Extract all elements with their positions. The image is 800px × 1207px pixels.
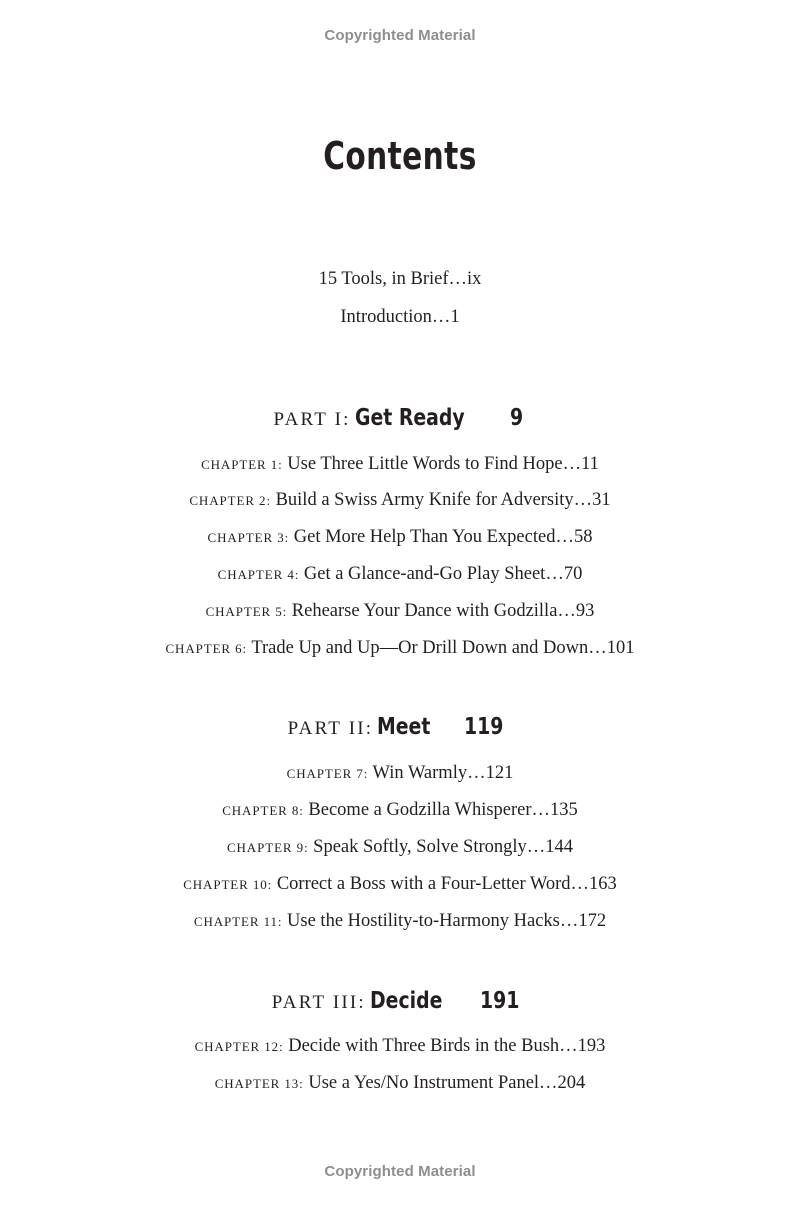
chapter-label: CHAPTER 8: <box>222 803 304 818</box>
part-label: PART II: <box>287 718 374 739</box>
page-title: Contents <box>323 134 477 178</box>
chapter-label: CHAPTER 7: <box>286 766 369 781</box>
watermark-bottom: Copyrighted Material <box>324 1163 476 1180</box>
chapter-title: Get a Glance-and-Go Play Sheet…70 <box>303 564 583 584</box>
part-page-number: 9 <box>510 405 524 431</box>
part-heading <box>0 986 800 1019</box>
toc-chapter-entry <box>0 453 800 476</box>
chapter-label: CHAPTER 9: <box>226 840 309 855</box>
part-heading <box>0 712 800 745</box>
chapter-label: CHAPTER 10: <box>183 877 273 892</box>
chapter-title: Decide with Three Birds in the Bush…193 <box>288 1036 606 1056</box>
part-page-number: 191 <box>480 988 520 1014</box>
toc-chapter-entry <box>0 637 800 660</box>
chapter-title: Build a Swiss Army Knife for Adversity…31 <box>275 490 611 510</box>
part-page-number: 119 <box>464 714 504 740</box>
chapter-label: CHAPTER 2: <box>189 493 271 508</box>
chapter-label: CHAPTER 4: <box>217 567 300 582</box>
front-matter-item: 15 Tools, in Brief…ix <box>318 269 482 289</box>
chapter-title: Use a Yes/No Instrument Panel…204 <box>308 1073 586 1093</box>
toc-chapter-entry <box>0 600 800 623</box>
toc-chapter-entry <box>0 563 800 586</box>
chapter-title: Rehearse Your Dance with Godzilla…93 <box>291 601 595 621</box>
chapter-title: Win Warmly…121 <box>372 763 514 783</box>
part-name: Meet <box>377 714 431 740</box>
chapter-label: CHAPTER 5: <box>205 604 288 619</box>
part-heading <box>0 403 800 436</box>
front-matter-item: Introduction…1 <box>340 307 460 327</box>
chapter-label: CHAPTER 1: <box>201 457 283 472</box>
part-label: PART I: <box>273 409 351 430</box>
chapter-title: Use Three Little Words to Find Hope…11 <box>287 454 599 474</box>
part-name: Decide <box>369 988 443 1014</box>
toc-chapter-entry <box>0 1035 800 1058</box>
toc-chapter-entry <box>0 526 800 549</box>
chapter-label: CHAPTER 6: <box>165 641 248 656</box>
chapter-title: Trade Up and Up—Or Drill Down and Down…101 <box>251 638 635 658</box>
chapter-label: CHAPTER 12: <box>194 1039 284 1054</box>
chapter-title: Speak Softly, Solve Strongly…144 <box>313 837 574 857</box>
toc-chapter-entry <box>0 1072 800 1095</box>
toc-chapter-entry <box>0 762 800 785</box>
chapter-title: Use the Hostility-to-Harmony Hacks…172 <box>287 911 607 931</box>
chapter-label: CHAPTER 13: <box>214 1076 304 1091</box>
toc-chapter-entry <box>0 910 800 933</box>
toc-chapter-entry <box>0 836 800 859</box>
chapter-title: Get More Help Than You Expected…58 <box>293 527 593 547</box>
chapter-label: CHAPTER 11: <box>193 914 283 929</box>
part-label: PART III: <box>271 992 366 1013</box>
part-name: Get Ready <box>354 405 465 431</box>
toc-chapter-entry <box>0 873 800 896</box>
toc-chapter-entry <box>0 489 800 512</box>
chapter-title: Correct a Boss with a Four-Letter Word…163 <box>276 874 617 894</box>
chapter-title: Become a Godzilla Whisperer…135 <box>308 800 578 820</box>
toc-chapter-entry <box>0 799 800 822</box>
chapter-label: CHAPTER 3: <box>207 530 290 545</box>
watermark-top: Copyrighted Material <box>324 27 476 44</box>
